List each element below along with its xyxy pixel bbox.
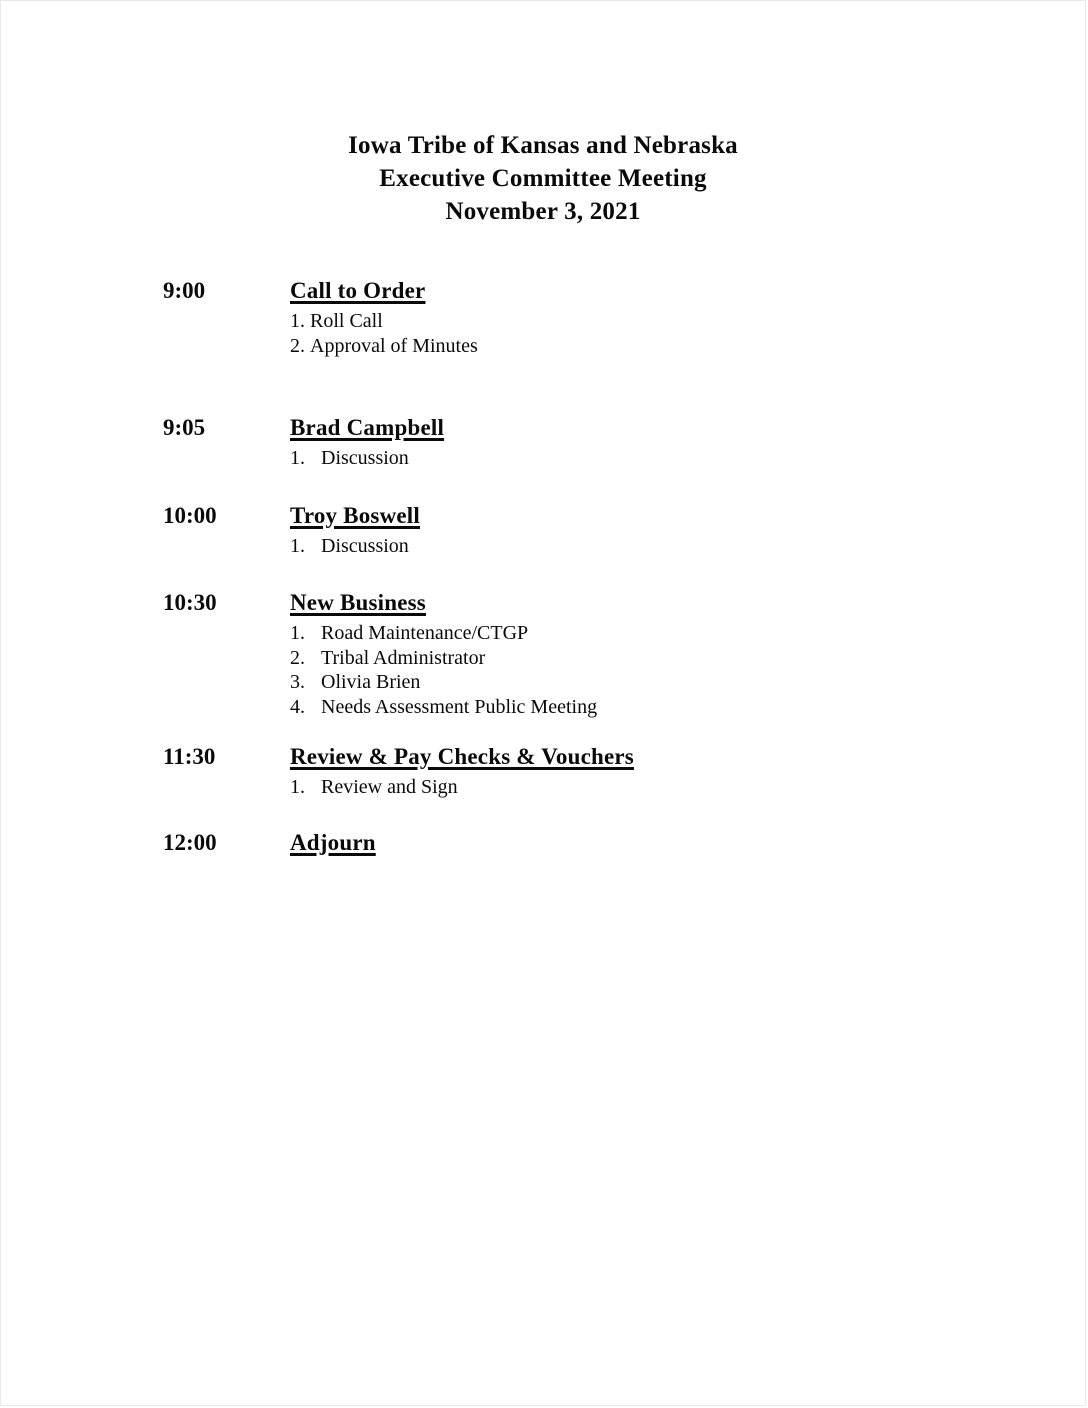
document-title-line: Iowa Tribe of Kansas and Nebraska: [348, 132, 738, 159]
agenda-heading: Troy Boswell: [290, 502, 420, 528]
agenda-heading: Adjourn: [290, 829, 376, 855]
agenda-section-content: [290, 413, 1025, 471]
agenda-section: [163, 413, 1025, 471]
item-number: 1.: [290, 622, 305, 644]
agenda-time: 10:30: [163, 590, 217, 615]
agenda-item: [290, 334, 1025, 359]
agenda-section-content: [290, 501, 1025, 559]
agenda-item: [290, 446, 1025, 471]
item-number: 1.: [290, 447, 305, 469]
agenda-heading-row: [290, 828, 1025, 861]
agenda-heading-row: [290, 588, 1025, 621]
agenda-time: 9:00: [163, 278, 206, 303]
agenda-item: [290, 309, 1025, 334]
agenda-items: [290, 309, 1025, 358]
agenda-section-content: [290, 588, 1025, 719]
item-text: Olivia Brien: [321, 671, 421, 693]
item-text: Review and Sign: [321, 776, 458, 798]
item-text: Road Maintenance/CTGP: [321, 622, 529, 644]
agenda-heading: New Business: [290, 590, 426, 615]
agenda-heading-row: [290, 501, 1025, 534]
agenda-time: 10:00: [163, 502, 217, 528]
agenda-heading: Call to Order: [290, 278, 426, 303]
item-number: 2.: [290, 334, 305, 357]
agenda-heading-row: [290, 742, 1025, 775]
item-text: Discussion: [321, 534, 409, 557]
agenda-item: [290, 646, 1025, 671]
agenda-item: [290, 534, 1025, 559]
agenda-item: [290, 621, 1025, 646]
agenda-items: [290, 534, 1025, 559]
item-text: Discussion: [321, 447, 409, 469]
document-title: [1, 1, 1085, 228]
agenda-items: [290, 621, 1025, 719]
document-title-line: Executive Committee Meeting: [379, 165, 707, 192]
agenda-item: [290, 695, 1025, 720]
agenda-heading: Brad Campbell: [290, 415, 445, 440]
item-number: 1.: [290, 310, 305, 332]
agenda-time: 12:00: [163, 829, 217, 855]
item-text: Roll Call: [310, 310, 383, 332]
agenda-item: [290, 775, 1025, 800]
agenda-time: 11:30: [163, 744, 216, 769]
agenda-items: [290, 775, 1025, 800]
agenda-section: [163, 276, 1025, 358]
agenda-section: [163, 742, 1025, 800]
agenda-section-content: [290, 828, 1025, 861]
agenda-items: [290, 446, 1025, 471]
agenda-heading-row: [290, 276, 1025, 309]
item-text: Approval of Minutes: [310, 334, 478, 357]
agenda-section-content: [290, 276, 1025, 358]
agenda-heading: Review & Pay Checks & Vouchers: [290, 744, 634, 769]
item-number: 1.: [290, 534, 305, 557]
item-number: 1.: [290, 776, 305, 798]
agenda-heading-row: [290, 413, 1025, 446]
item-number: 2.: [290, 646, 305, 669]
item-number: 3.: [290, 671, 305, 693]
item-text: Tribal Administrator: [321, 646, 486, 669]
agenda: [1, 276, 1085, 861]
item-number: 4.: [290, 695, 305, 718]
agenda-section: [163, 501, 1025, 559]
agenda-section: [163, 828, 1025, 861]
agenda-section-content: [290, 742, 1025, 800]
document-title-line: November 3, 2021: [445, 198, 641, 225]
agenda-section: [163, 588, 1025, 719]
agenda-item: [290, 670, 1025, 695]
agenda-time: 9:05: [163, 415, 206, 440]
item-text: Needs Assessment Public Meeting: [321, 695, 598, 718]
